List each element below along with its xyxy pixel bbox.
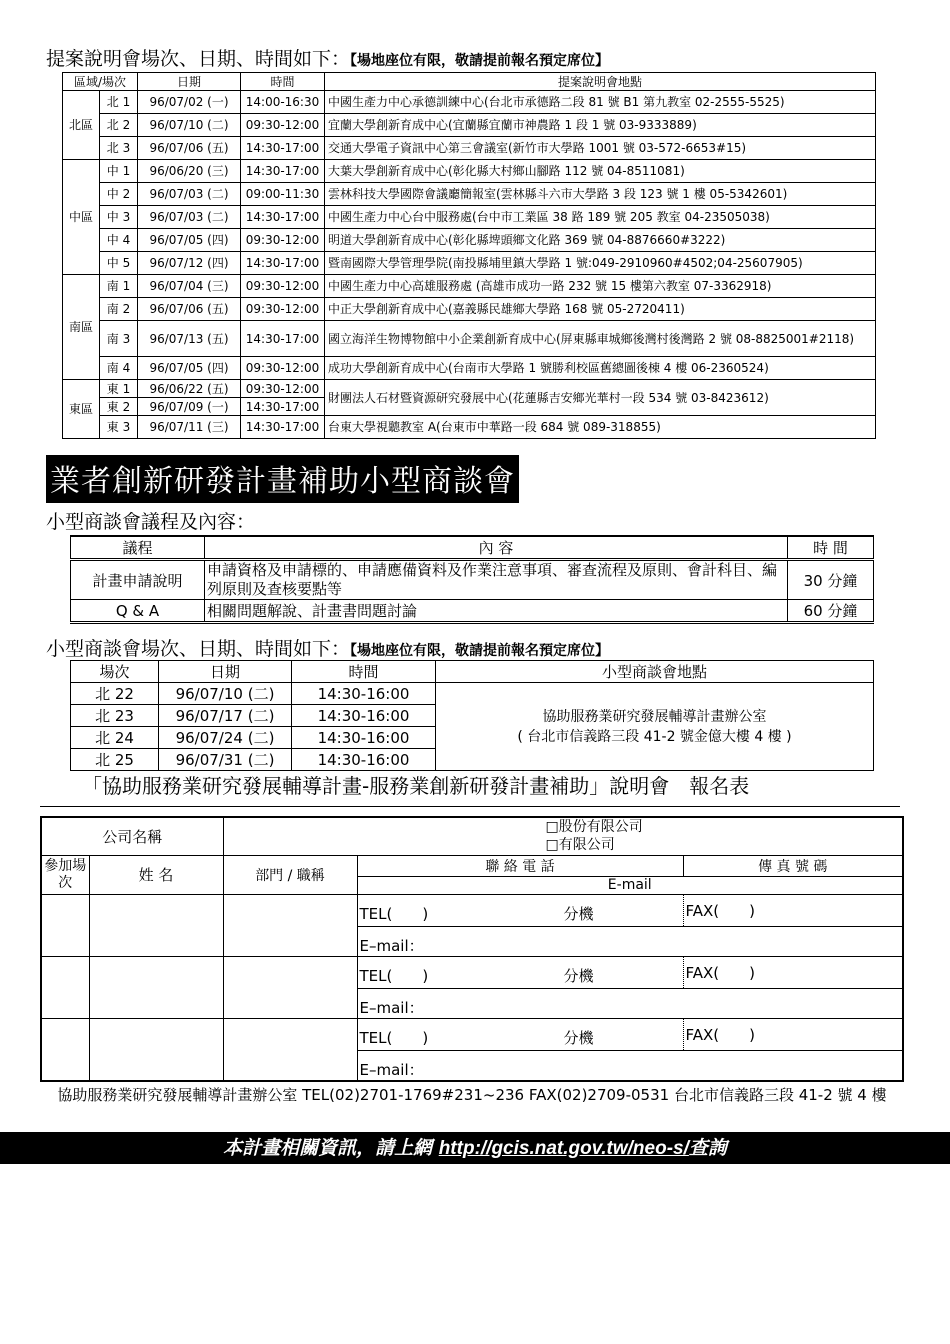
entry-row <box>41 894 903 926</box>
fax-input[interactable]: FAX( ) <box>683 956 903 988</box>
seat-note: 【場地座位有限，敬請提前報名預定席位】 <box>350 53 610 69</box>
session-input[interactable] <box>41 894 89 956</box>
table-row: 中 4 96/07/05 (四) 09:30-12:00 明道大學創新育成中心(彰化縣埤頭鄉文化路 369 號 04-8876660#3222) <box>63 229 876 252</box>
form-header-row <box>41 855 903 876</box>
col-header-time: 時間 <box>241 73 325 91</box>
table-row: 東區 東 1 96/06/22 (五) 09:30-12:00 財團法人石材暨資源研究發展中心(花蓮縣吉安鄉光華村一段 534 號 03-8423612) <box>63 380 876 398</box>
info-bar: 本計畫相關資訊，請上網 http://gcis.nat.gov.tw/neo-s/查詢 <box>0 1132 950 1164</box>
table-row: 計畫申請說明 申請資格及申請標的、申請應備資料及作業注意事項、審查流程及原則、會計科目、編列原則及查核要點等 30 分鐘 <box>71 560 874 600</box>
table-header-row <box>63 73 876 91</box>
table-row: 中 5 96/07/12 (四) 14:30-17:00 暨南國際大學管理學院(南投縣埔里鎮大學路 1 號:049-2910960#4502;04-25607905) <box>63 252 876 275</box>
table-row: 北 2 96/07/10 (二) 09:30-12:00 宜蘭大學創新育成中心(宜蘭縣宜蘭市神農路 1 段 1 號 03-9333889) <box>63 114 876 137</box>
company-label: 公司名稱 <box>41 817 223 855</box>
checkbox-corp[interactable]: □股份有限公司 <box>545 819 643 836</box>
col-header-agenda: 議程 <box>71 536 205 560</box>
table-row: 北 23 96/07/17 (二) 14:30-16:00 <box>71 705 874 727</box>
name-input[interactable] <box>89 956 223 1018</box>
agenda-table <box>70 535 874 624</box>
table-row: 東 2 96/07/09 (一) 14:30-17:00 <box>63 398 876 416</box>
table-row: 南 2 96/07/06 (五) 09:30-12:00 中正大學創新育成中心(嘉義縣民雄鄉大學路 168 號 05-2720411) <box>63 298 876 321</box>
col-header-place: 提案說明會地點 <box>325 73 876 91</box>
email-input[interactable]: E–mail： <box>357 1050 903 1081</box>
name-input[interactable] <box>89 1018 223 1081</box>
fax-input[interactable]: FAX( ) <box>683 894 903 926</box>
name-label: 姓 名 <box>89 855 223 894</box>
agenda-heading: 小型商談會議程及內容： <box>46 511 256 533</box>
dept-label: 部門 / 職稱 <box>223 855 357 894</box>
dept-input[interactable] <box>223 956 357 1018</box>
name-input[interactable] <box>89 894 223 956</box>
proposal-sessions-table <box>62 72 876 439</box>
entry-row <box>41 1018 903 1050</box>
table-row: 中 2 96/07/03 (二) 09:00-11:30 雲林科技大學國際會議廳簡報室(雲林縣斗六市大學路 3 段 123 號 1 樓 05-5342601) <box>63 183 876 206</box>
region-north: 北區 <box>63 91 100 160</box>
col-header-date: 日期 <box>138 73 241 91</box>
table-header-row <box>71 536 874 560</box>
fax-input[interactable]: FAX( ) <box>683 1018 903 1050</box>
banner-title: 業者創新研發計畫補助小型商談會 <box>46 455 519 503</box>
table-row: 南 4 96/07/05 (四) 09:30-12:00 成功大學創新育成中心(台南市大學路 1 號勝利校區舊總圖後棟 4 樓 06-2360524) <box>63 357 876 380</box>
table-row: 北 3 96/07/06 (五) 14:30-17:00 交通大學電子資訊中心第三會議室(新竹市大學路 1001 號 03-572-6653#15) <box>63 137 876 160</box>
company-row <box>41 817 903 855</box>
contact-info: 協助服務業研究發展輔導計畫辦公室 TEL(02)2701-1769#231~236 FAX(02)2709-0531 台北市信義路三段 41-2 號 4 樓 <box>57 1086 887 1104</box>
tel-input[interactable]: TEL( ) 分機 <box>357 894 683 926</box>
table-header-row <box>71 661 874 683</box>
col-header-date: 日期 <box>159 661 292 683</box>
entry-row <box>41 956 903 988</box>
dept-input[interactable] <box>223 1018 357 1081</box>
company-input[interactable] <box>223 817 903 855</box>
region-east: 東區 <box>63 380 100 439</box>
col-header-time: 時間 <box>292 661 436 683</box>
checkbox-ltd[interactable]: □有限公司 <box>545 837 615 854</box>
table-row: 南 3 96/07/13 (五) 14:30-17:00 國立海洋生物博物館中小企業創新育成中心(屏東縣車城鄉後灣村後灣路 2 號 08-8825001#2118) <box>63 321 876 357</box>
email-input[interactable]: E–mail： <box>357 988 903 1018</box>
dept-input[interactable] <box>223 894 357 956</box>
table-row: 北 24 96/07/24 (二) 14:30-16:00 <box>71 727 874 749</box>
meeting-sessions-table <box>70 660 874 771</box>
form-title: 「協助服務業研究發展輔導計畫-服務業創新研發計畫補助」說明會 報名表 <box>82 774 750 798</box>
table-row: 北區 北 1 96/07/02 (一) 14:00-16:30 中國生產力中心承德訓練中心(台北市承德路二段 81 號 B1 第九教室 02-2555-5525) <box>63 91 876 114</box>
tel-input[interactable]: TEL( ) 分機 <box>357 1018 683 1050</box>
email-input[interactable]: E–mail： <box>357 926 903 956</box>
table-row: 北 22 96/07/10 (二) 14:30-16:00 協助服務業研究發展輔導計畫辦公室 ( 台北市信義路三段 41-2 號金億大樓 4 樓 ) <box>71 683 874 705</box>
table-row: 東 3 96/07/11 (三) 14:30-17:00 台東大學視聽教室 A(台東市中華路一段 684 號 089-318855) <box>63 416 876 439</box>
col-header-content: 內 容 <box>205 536 788 560</box>
col-header-place: 小型商談會地點 <box>436 661 874 683</box>
session-input[interactable] <box>41 1018 89 1081</box>
table-row: 南區 南 1 96/07/04 (三) 09:30-12:00 中國生產力中心高雄服務處 (高雄市成功一路 232 號 15 樓第六教室 07-3362918) <box>63 275 876 298</box>
col-header-duration: 時 間 <box>788 536 874 560</box>
session-input[interactable] <box>41 956 89 1018</box>
table-row: 北 25 96/07/31 (二) 14:30-16:00 <box>71 749 874 771</box>
table-row: 中區 中 1 96/06/20 (三) 14:30-17:00 大葉大學創新育成中心(彰化縣大村鄉山腳路 112 號 04-8511081) <box>63 160 876 183</box>
divider <box>40 806 900 807</box>
col-header-session: 場次 <box>71 661 159 683</box>
col-header-region: 區域/場次 <box>63 73 138 91</box>
registration-form <box>40 816 904 1082</box>
meeting-place: 協助服務業研究發展輔導計畫辦公室 ( 台北市信義路三段 41-2 號金億大樓 4 樓 ) <box>436 683 874 771</box>
phone-label: 聯 絡 電 話 <box>357 855 683 876</box>
fax-label: 傳 真 號 碼 <box>683 855 903 876</box>
region-central: 中區 <box>63 160 100 275</box>
region-south: 南區 <box>63 275 100 380</box>
session-label: 參加場次 <box>41 855 89 894</box>
email-label: E-mail <box>357 876 903 894</box>
seat-note: 【場地座位有限，敬請提前報名預定席位】 <box>350 643 610 659</box>
tel-input[interactable]: TEL( ) 分機 <box>357 956 683 988</box>
table-row: 中 3 96/07/03 (二) 14:30-17:00 中國生產力中心台中服務處(台中市工業區 38 路 189 號 205 教室 04-23505038) <box>63 206 876 229</box>
meeting-heading: 小型商談會場次、日期、時間如下：【場地座位有限，敬請提前報名預定席位】 <box>46 638 610 660</box>
session-heading: 提案說明會場次、日期、時間如下：【場地座位有限，敬請提前報名預定席位】 <box>46 48 610 70</box>
gcis-link[interactable]: http://gcis.nat.gov.tw/neo-s/ <box>438 1138 689 1159</box>
table-row: Q & A 相關問題解說、計畫書問題討論 60 分鐘 <box>71 600 874 623</box>
